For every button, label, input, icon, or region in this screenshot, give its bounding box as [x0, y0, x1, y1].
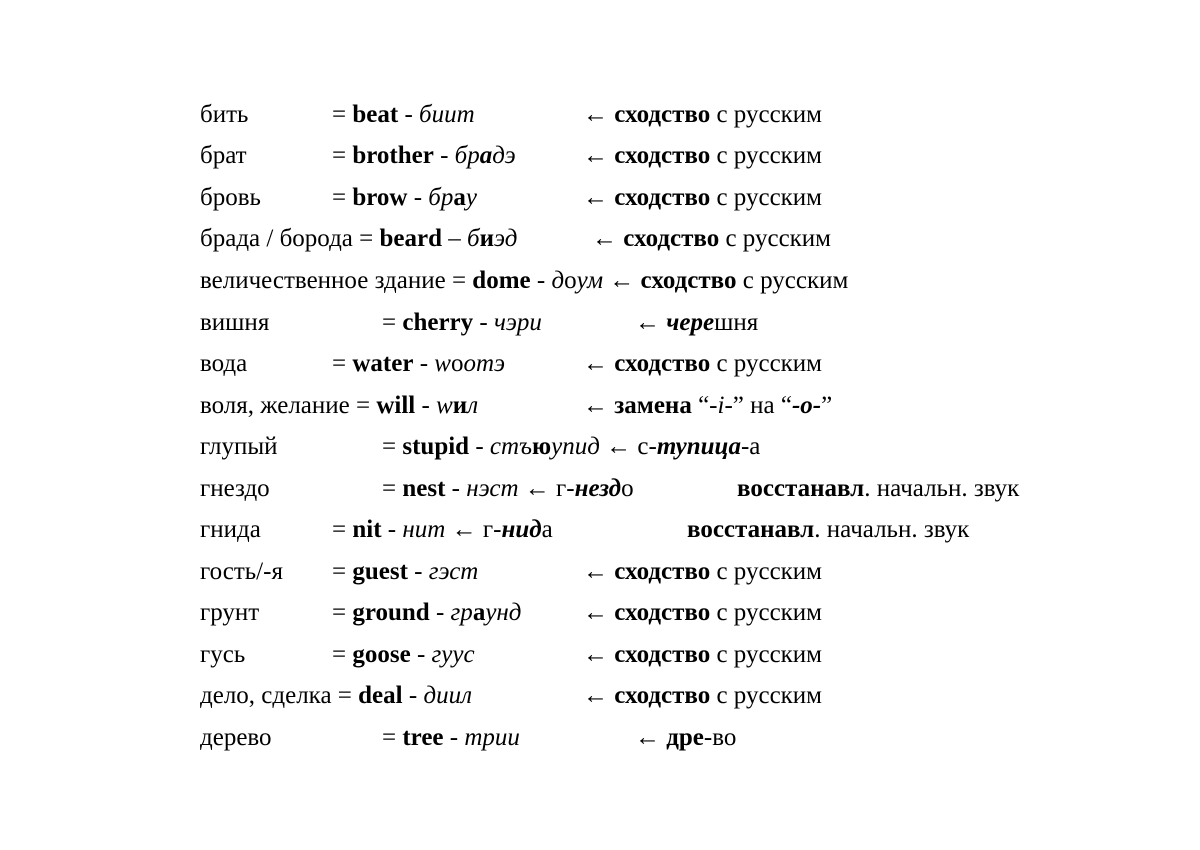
entry-line: дело, сделка = deal - диил — [200, 682, 472, 709]
left-arrow-icon: ← — [583, 682, 608, 709]
russian-word: гнездо — [200, 475, 270, 502]
left-arrow-icon: ← — [592, 225, 617, 252]
english-word: will — [376, 392, 416, 419]
origin-note: ← сходство с русским — [583, 184, 823, 211]
english-equivalent: = brother - брадэ — [332, 142, 516, 169]
english-equivalent: = cherry - чэри — [382, 309, 542, 336]
transcription: биит — [419, 101, 475, 128]
origin-note: ← дре-во — [635, 724, 737, 751]
left-arrow-icon: ← — [583, 184, 608, 211]
english-word: deal — [358, 682, 403, 709]
left-arrow-icon: ← — [583, 641, 608, 668]
english-equivalent: = goose - гуус — [332, 641, 475, 668]
origin-note: ← сходство с русским — [583, 101, 823, 128]
russian-word: вода — [200, 350, 248, 377]
russian-word: брада / борода — [200, 225, 353, 252]
russian-word: брат — [200, 142, 247, 169]
english-equivalent: = tree - трии — [382, 724, 520, 751]
english-equivalent: = nest - нэст ← г-нездо — [382, 475, 634, 502]
english-word: beard — [379, 225, 443, 252]
origin-note: ← замена “-i-” на “-о-” — [583, 392, 833, 419]
left-arrow-icon: ← — [583, 392, 608, 419]
english-word: dome — [472, 267, 531, 294]
origin-note: ← сходство с русским — [583, 142, 823, 169]
left-arrow-icon: ← — [606, 433, 632, 460]
russian-word: бить — [200, 101, 249, 128]
russian-word: гусь — [200, 641, 246, 668]
russian-word: вишня — [200, 309, 270, 336]
russian-word: гнида — [200, 516, 261, 543]
english-equivalent: = brow - брау — [332, 184, 477, 211]
left-arrow-icon: ← — [524, 475, 550, 502]
origin-note: ← сходство с русским — [583, 682, 823, 709]
left-arrow-icon: ← — [583, 101, 608, 128]
russian-word: дело, сделка — [200, 682, 332, 709]
russian-word: величественное здание — [200, 267, 446, 294]
left-arrow-icon: ← — [583, 350, 608, 377]
russian-word: гость/-я — [200, 558, 283, 585]
russian-word: грунт — [200, 599, 260, 626]
entry-line: брада / борода = beard – биэд — [200, 225, 518, 252]
entry-line: воля, желание = will - wил — [200, 392, 479, 419]
russian-word: глупый — [200, 433, 278, 460]
english-equivalent: = beat - биит — [332, 101, 475, 128]
origin-note: ← черешня — [635, 309, 759, 336]
russian-word: бровь — [200, 184, 261, 211]
russian-word: дерево — [200, 724, 272, 751]
extra-note: восстанавл. начальн. звук — [737, 475, 1020, 502]
russian-word: воля, желание — [200, 392, 350, 419]
english-equivalent: = nit - нит ← г-нида — [332, 516, 553, 543]
entry-line: величественное здание = dome - доум ← сходство с русским — [200, 267, 849, 294]
english-equivalent: = ground - граунд — [332, 599, 522, 626]
english-equivalent: = water - wоотэ — [332, 350, 506, 377]
english-equivalent: = stupid - стъюупид ← с-тупица-а — [382, 433, 761, 460]
origin-note: ← сходство с русским — [583, 558, 823, 585]
origin-note: ← сходство с русским — [583, 350, 823, 377]
left-arrow-icon: ← — [609, 267, 635, 294]
left-arrow-icon: ← — [583, 599, 608, 626]
left-arrow-icon: ← — [451, 516, 477, 543]
origin-note: ← сходство с русским — [592, 225, 832, 252]
origin-note: ← сходство с русским — [583, 599, 823, 626]
left-arrow-icon: ← — [635, 724, 660, 751]
left-arrow-icon: ← — [583, 558, 608, 585]
english-equivalent: = guest - гэст — [332, 558, 479, 585]
left-arrow-icon: ← — [635, 309, 660, 336]
origin-note: ← сходство с русским — [583, 641, 823, 668]
extra-note: восстанавл. начальн. звук — [687, 516, 970, 543]
left-arrow-icon: ← — [583, 142, 608, 169]
